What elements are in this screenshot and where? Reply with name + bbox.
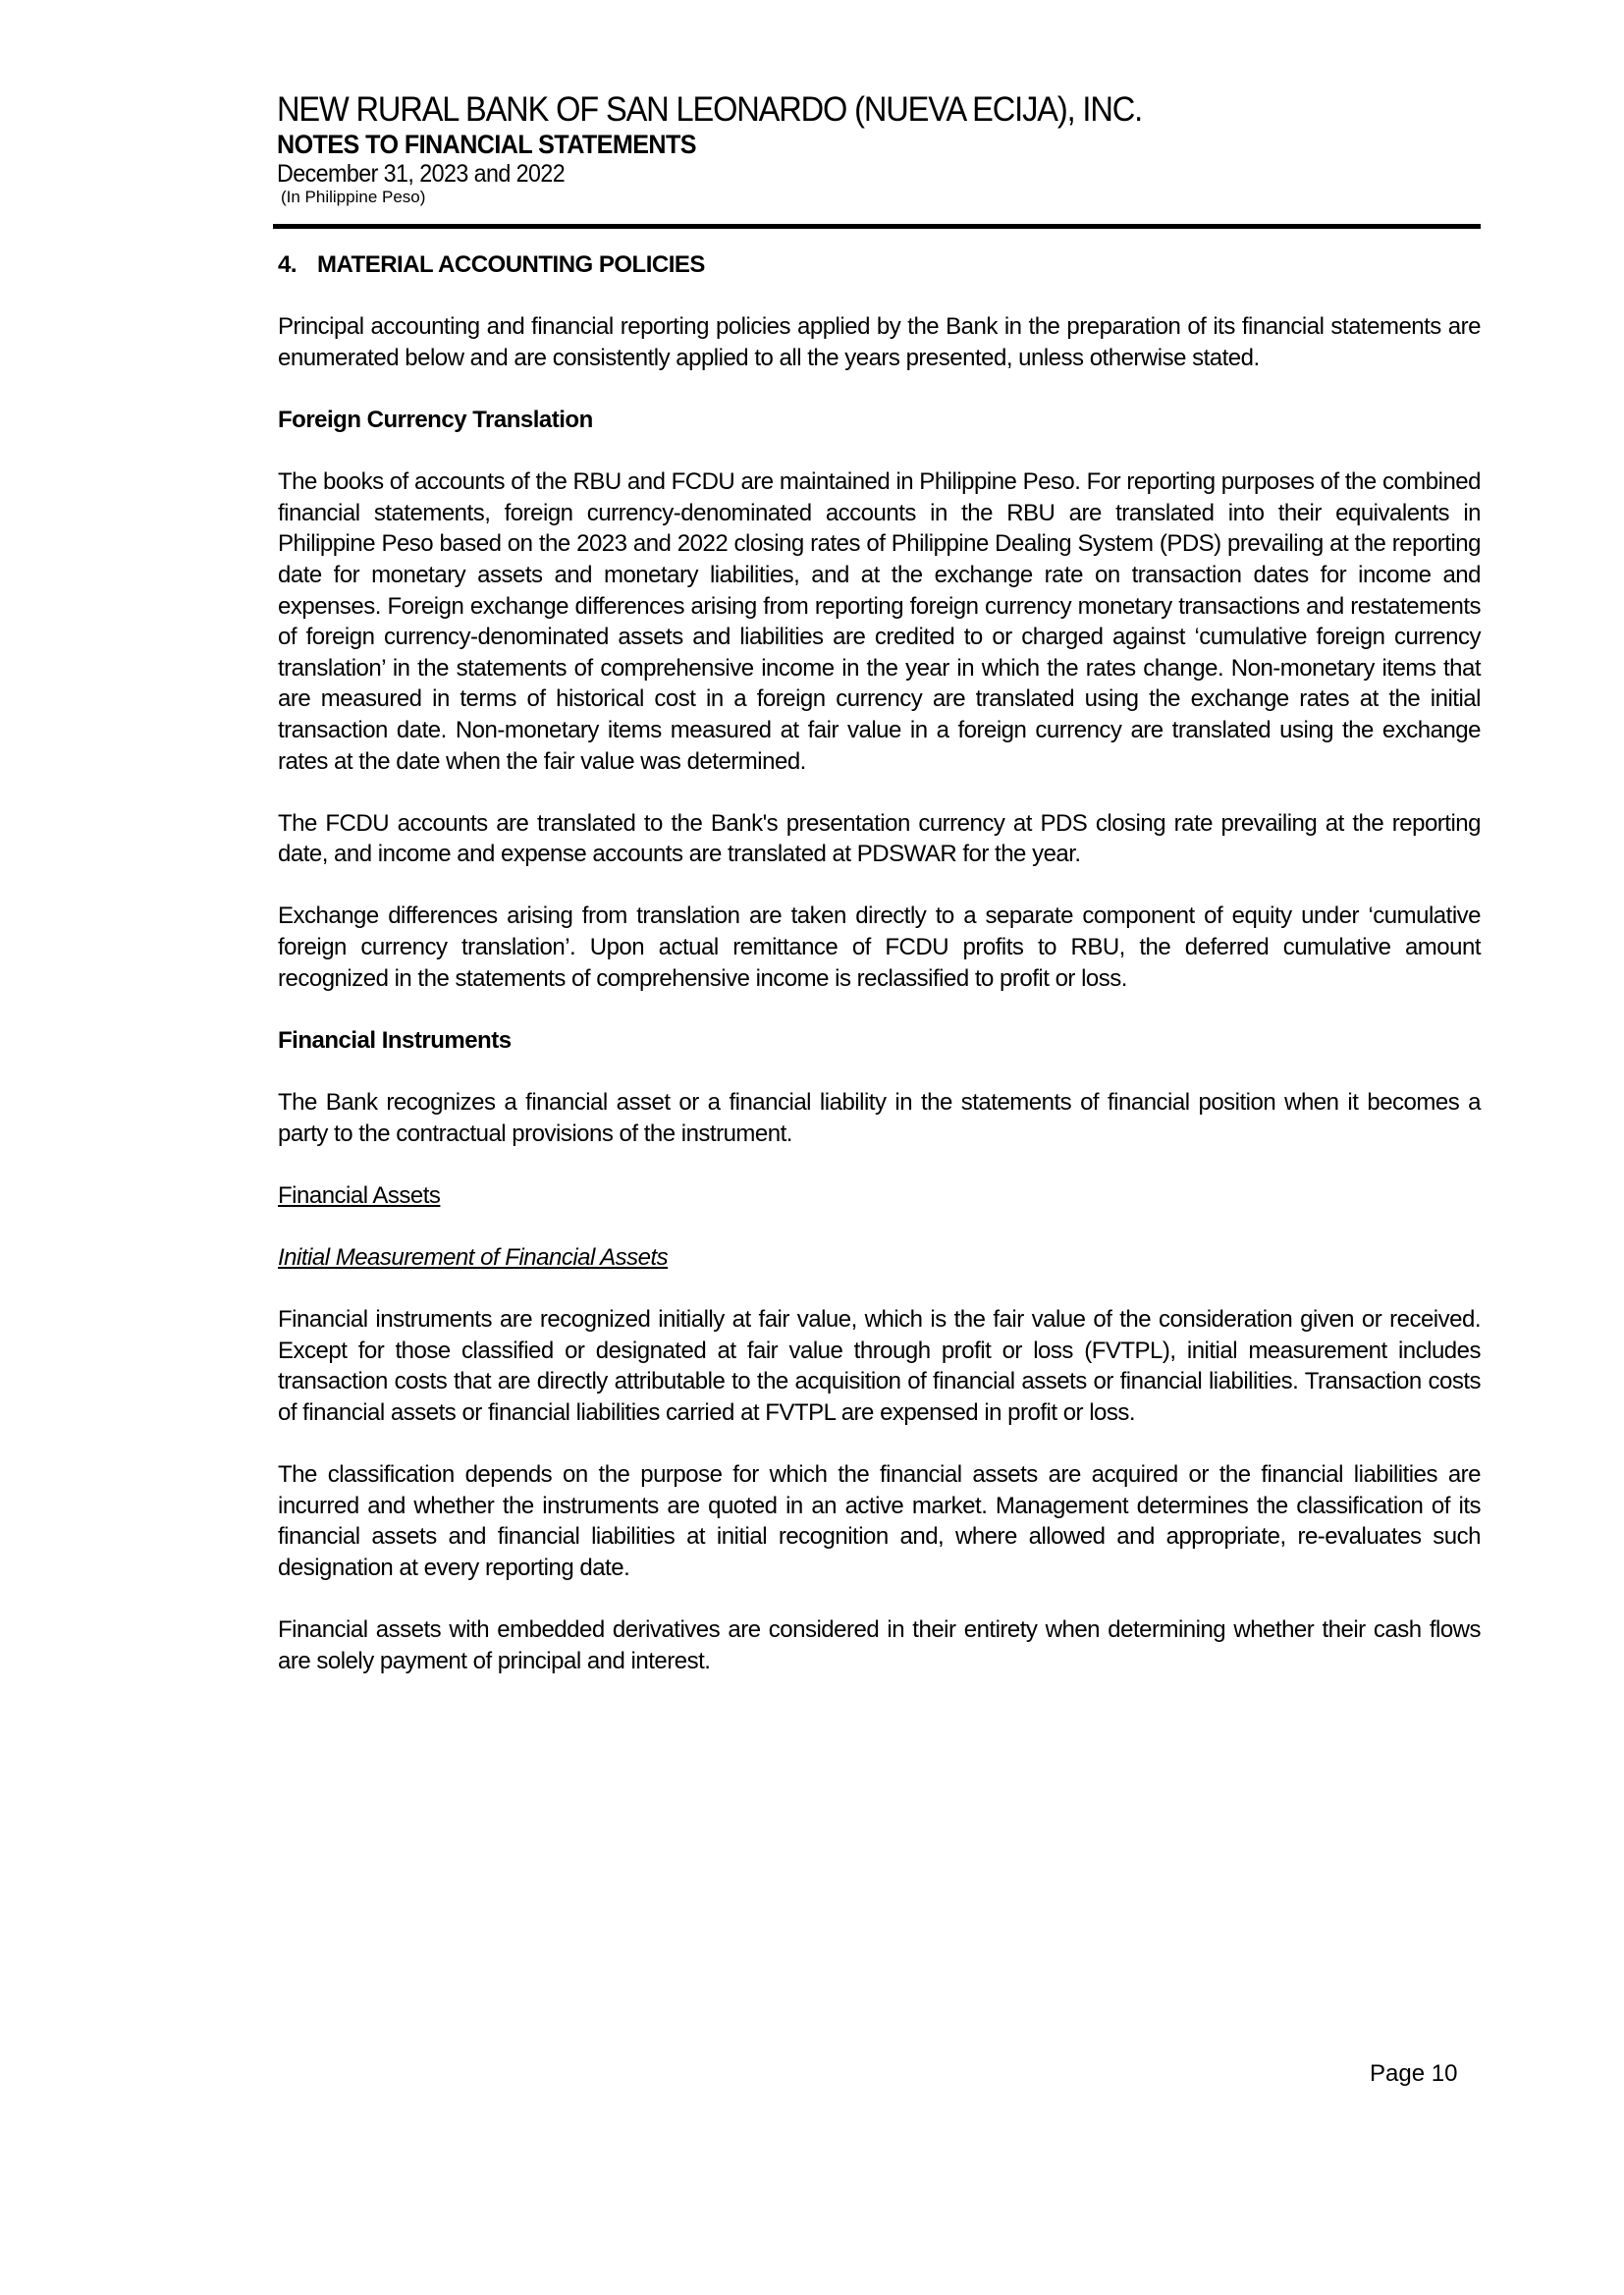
reporting-period: December 31, 2023 and 2022: [277, 160, 566, 188]
paragraph: Financial assets with embedded derivatives are considered in their entirety when determining whether their cash flows are solely payment of principal and interest.: [278, 1616, 1481, 1674]
paragraph: The classification depends on the purpose for which the financial assets are acquired or the financial liabilities are incurred and whether the instruments are quoted in an active market. Management determines the classification of its financial assets and financial liabilities at initial recognition and, where allowed and appropriate, re-evaluates such designation at every reporting date.: [278, 1461, 1481, 1581]
company-name: NEW RURAL BANK OF SAN LEONARDO (NUEVA ECIJA), INC.: [277, 90, 1143, 129]
heading-financial-instruments: Financial Instruments: [278, 1026, 512, 1054]
paragraph: Exchange differences arising from translation are taken directly to a separate component of equity under ‘cumulative foreign currency translation’. Upon actual remittance of FCDU profits to RBU, the deferred cumulative amount recognized in the statements of comprehensive income is reclassified to profit or loss.: [278, 902, 1481, 992]
paragraph: The Bank recognizes a financial asset or a financial liability in the statements of financial position when it becomes a party to the contractual provisions of the instrument.: [278, 1089, 1481, 1147]
currency-note: (In Philippine Peso): [281, 188, 426, 206]
heading-initial-measurement: Initial Measurement of Financial Assets: [278, 1244, 669, 1271]
heading-financial-assets: Financial Assets: [278, 1181, 441, 1209]
section-title-text: MATERIAL ACCOUNTING POLICIES: [317, 251, 705, 278]
section-intro: Principal accounting and financial reporting policies applied by the Bank in the preparation of its financial statements are enumerated below and are consistently applied to all the years presented, unless otherwise stated.: [278, 313, 1481, 371]
paragraph: The books of accounts of the RBU and FCDU are maintained in Philippine Peso. For reporting purposes of the combined financial statements, foreign currency-denominated accounts in the RBU are translated into their equivalents in Philippine Peso based on the 2023 and 2022 closing rates of Philippine Dealing System (PDS) prevailing at the reporting date for monetary assets and monetary liabilities, and at the exchange rate on transaction dates for income and expenses. Foreign exchange differences arising from reporting foreign currency monetary transactions and restatements of foreign currency-denominated assets and liabilities are credited to or charged against ‘cumulative foreign currency translation’ in the statements of comprehensive income in the year in which the rates change. Non-monetary items that are measured in terms of historical cost in a foreign currency are translated using the exchange rates at the initial transaction date. Non-monetary items measured at fair value in a foreign currency are translated using the exchange rates at the date when the fair value was determined.: [278, 468, 1481, 775]
paragraph: The FCDU accounts are translated to the Bank's presentation currency at PDS closing rate prevailing at the reporting date, and income and expense accounts are translated at PDSWAR for the year.: [278, 809, 1481, 868]
document-title: NOTES TO FINANCIAL STATEMENTS: [277, 130, 696, 159]
section-title: [278, 249, 1481, 281]
header-rule: [273, 224, 1481, 229]
page-body: [278, 249, 1481, 1676]
heading-foreign-currency: Foreign Currency Translation: [278, 406, 593, 433]
paragraph: Financial instruments are recognized initially at fair value, which is the fair value of the consideration given or received. Except for those classified or designated at fair value through profit or loss (FVTPL), initial measurement includes transaction costs that are directly attributable to the acquisition of financial assets or financial liabilities. Transaction costs of financial assets or financial liabilities carried at FVTPL are expensed in profit or loss.: [278, 1306, 1481, 1426]
section-number: 4.: [278, 251, 298, 278]
page-header: [277, 90, 1483, 206]
page-number: Page 10: [1370, 2060, 1458, 2087]
